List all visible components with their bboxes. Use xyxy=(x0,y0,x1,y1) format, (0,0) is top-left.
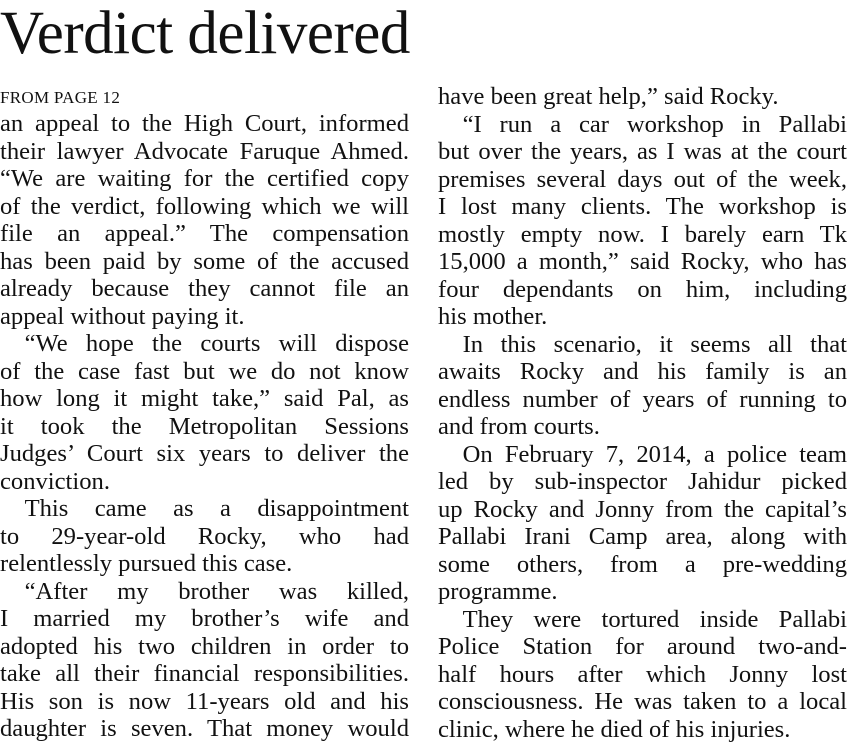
text-line: 15,000 a month,” said Rocky, who has xyxy=(438,248,847,275)
text-line: led by sub-inspector Jahidur picked xyxy=(438,468,847,495)
text-line: This came as a disappointment xyxy=(0,495,409,522)
text-line: how long it might take,” said Pal, as xyxy=(0,385,409,412)
text-line: Pallabi Irani Camp area, along with xyxy=(438,523,847,550)
text-line: some others, from a pre-wedding xyxy=(438,550,847,578)
text-line: They were tortured inside Pallabi xyxy=(438,605,847,633)
text-line: has been paid by some of the accused xyxy=(0,247,409,275)
text-line: take all their financial responsibilities. xyxy=(0,660,409,687)
text-line: On February 7, 2014, a police team xyxy=(438,440,847,468)
column-left-text xyxy=(0,110,409,743)
text-line: “After my brother was killed, xyxy=(0,577,409,605)
text-line: In this scenario, it seems all that xyxy=(438,330,847,358)
text-line: to 29-year-old Rocky, who had xyxy=(0,522,409,550)
text-line: His son is now 11-years old and his xyxy=(0,687,409,715)
text-line: appeal without paying it. xyxy=(0,302,245,330)
text-line: but over the years, as I was at the court xyxy=(438,138,847,165)
text-line: endless number of years of running to xyxy=(438,385,847,413)
text-line: already because they cannot file an xyxy=(0,275,409,302)
text-line: up Rocky and Jonny from the capital’s xyxy=(438,495,847,523)
text-line: Judges’ Court six years to deliver the xyxy=(0,440,409,467)
text-line: I lost many clients. The workshop is xyxy=(438,193,847,220)
article-column-left xyxy=(0,87,409,743)
text-line: clinic, where he died of his injuries. xyxy=(438,715,791,743)
text-line: daughter is seven. That money would xyxy=(0,715,409,742)
text-line: half hours after which Jonny lost xyxy=(438,660,847,688)
text-line: mostly empty now. I barely earn Tk xyxy=(438,220,847,248)
text-line: premises several days out of the week, xyxy=(438,165,847,193)
text-line: “We are waiting for the certified copy xyxy=(0,165,409,192)
text-line: of the verdict, following which we will xyxy=(0,192,409,220)
text-line: it took the Metropolitan Sessions xyxy=(0,412,409,440)
text-line: awaits Rocky and his family is an xyxy=(438,358,847,385)
text-line: conviction. xyxy=(0,467,110,495)
text-line: Police Station for around two-and- xyxy=(438,633,847,660)
text-line: file an appeal.” The compensation xyxy=(0,220,409,247)
text-line: an appeal to the High Court, informed xyxy=(0,110,409,137)
text-line: of the case fast but we do not know xyxy=(0,357,409,385)
text-line: programme. xyxy=(438,578,558,605)
text-line: consciousness. He was taken to a local xyxy=(438,688,847,715)
text-line: I married my brother’s wife and xyxy=(0,605,409,632)
article-column-right xyxy=(438,83,847,743)
jump-line: FROM PAGE 12 xyxy=(0,88,121,107)
text-line: “I run a car workshop in Pallabi xyxy=(438,110,847,138)
text-line: have been great help,” said Rocky. xyxy=(438,83,779,110)
text-line: “We hope the courts will dispose xyxy=(0,330,409,357)
text-line: four dependants on him, including xyxy=(438,275,847,303)
column-right-text xyxy=(438,83,847,743)
text-line: adopted his two children in order to xyxy=(0,632,409,660)
text-line: relentlessly pursued this case. xyxy=(0,550,293,577)
text-line: and from courts. xyxy=(438,413,600,440)
headline: Verdict delivered xyxy=(0,0,410,67)
text-line: his mother. xyxy=(438,303,548,330)
text-line: their lawyer Advocate Faruque Ahmed. xyxy=(0,137,409,165)
